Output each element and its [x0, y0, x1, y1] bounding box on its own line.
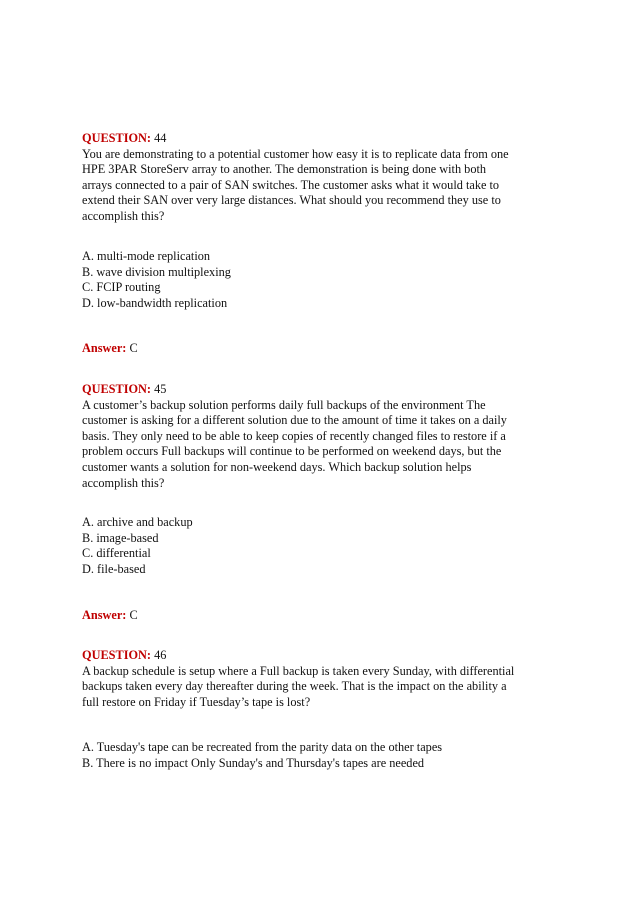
- question-heading: [82, 648, 552, 664]
- option-item: A. Tuesday's tape can be recreated from the parity data on the other tapes: [82, 740, 443, 754]
- question-text-line: problem occurs Full backups will continue to be performed on weekend days, but the: [82, 444, 502, 459]
- option-item: A. archive and backup: [82, 515, 193, 529]
- answer-value: C: [129, 608, 138, 622]
- question-text-line: basis. They only need to be able to keep copies of recently changed files to restore if a: [82, 428, 506, 443]
- question-45: [82, 382, 552, 491]
- question-heading: [82, 131, 552, 147]
- question-text-line: extend their SAN over very large distances. What should you recommend they use to: [82, 193, 501, 208]
- option-item: C. FCIP routing: [82, 280, 161, 295]
- question-text-line: arrays connected to a pair of SAN switches. The customer asks what it would take to: [82, 177, 500, 192]
- question-text-line: A customer’s backup solution performs daily full backups of the environment The: [82, 397, 486, 412]
- question-46: [82, 648, 552, 710]
- options-46: [82, 740, 552, 771]
- question-label: QUESTION:: [82, 382, 152, 396]
- option-item: B. image-based: [82, 530, 159, 545]
- option-item: B. There is no impact Only Sunday's and Thursday's tapes are needed: [82, 755, 425, 770]
- question-label: QUESTION:: [82, 131, 152, 145]
- question-number: 46: [154, 648, 167, 662]
- option-item: A. multi-mode replication: [82, 249, 211, 263]
- option-item: D. low-bandwidth replication: [82, 295, 228, 310]
- answer-45: [82, 608, 552, 624]
- question-number: 45: [154, 382, 167, 396]
- question-text-line: A backup schedule is setup where a Full backup is taken every Sunday, with differential: [82, 663, 515, 678]
- question-text-line: HPE 3PAR StoreServ array to another. The demonstration is being done with both: [82, 162, 487, 177]
- question-text-line: customer is asking for a different solution due to the amount of time it takes on a daily: [82, 413, 507, 428]
- answer-label: Answer:: [82, 608, 127, 622]
- options-45: [82, 515, 552, 577]
- options-44: [82, 249, 552, 311]
- option-item: D. file-based: [82, 561, 146, 576]
- question-text-line: full restore on Friday if Tuesday’s tape is lost?: [82, 694, 311, 709]
- question-label: QUESTION:: [82, 648, 152, 662]
- option-item: B. wave division multiplexing: [82, 264, 231, 279]
- question-number: 44: [154, 131, 167, 145]
- question-44: [82, 131, 552, 225]
- question-text-line: customer wants a solution for non-weekend days. Which backup solution helps: [82, 459, 472, 474]
- option-item: C. differential: [82, 546, 151, 561]
- question-text-line: accomplish this?: [82, 475, 165, 490]
- question-heading: [82, 382, 552, 398]
- answer-label: Answer:: [82, 341, 127, 355]
- question-text-line: accomplish this?: [82, 208, 165, 223]
- answer-44: [82, 341, 552, 357]
- answer-value: C: [129, 341, 138, 355]
- question-text-line: backups taken every day thereafter during the week. That is the impact on the ability a: [82, 679, 507, 694]
- question-text-line: You are demonstrating to a potential customer how easy it is to replicate data from one: [82, 146, 509, 161]
